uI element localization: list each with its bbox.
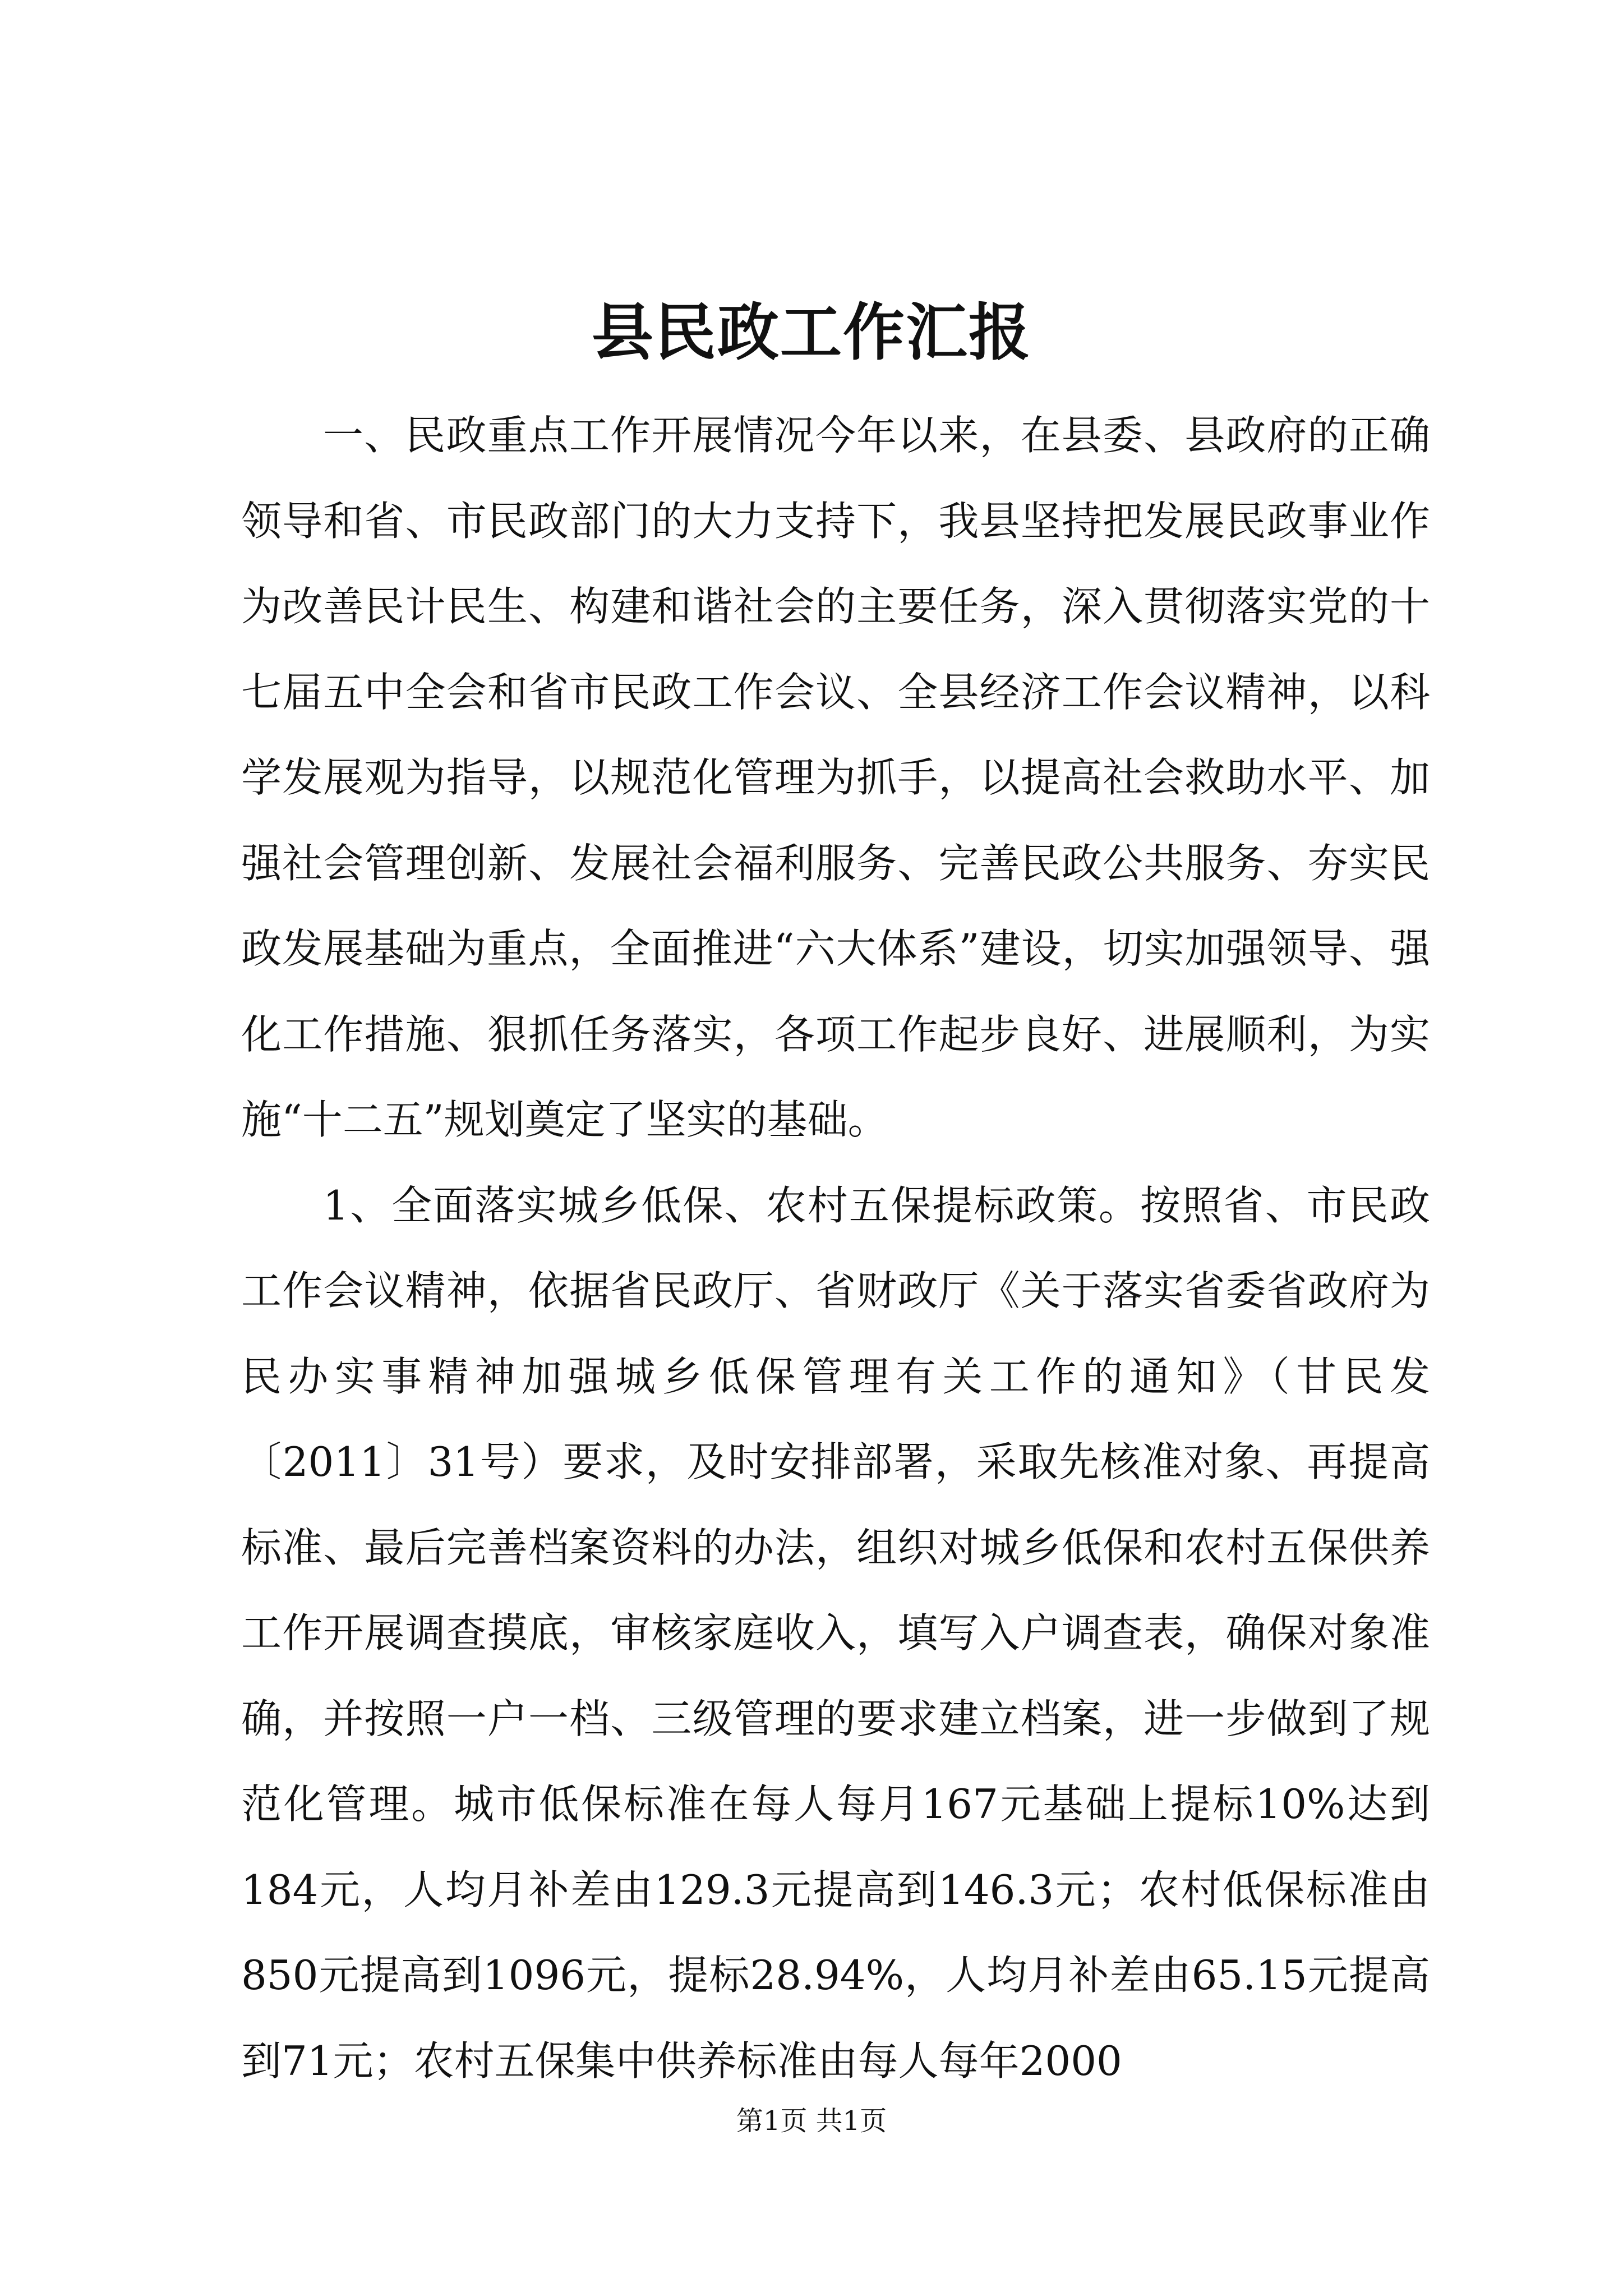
paragraph-item-1: 1、全面落实城乡低保、农村五保提标政策。按照省、市民政工作会议精神，依据省民政厅、省财政厅《关于落实省委省政府为民办实事精神加强城乡低保管理有关工作的通知》（甘民发〔2011〕31号）要求，及时安排部署，采取先核准对象、再提高标准、最后完善档案资料的办法，组织对城乡低保和农村五保供养工作开展调查摸底，审核家庭收入，填写入户调查表，确保对象准确，并按照一户一档、三级管理的要求建立档案，进一步做到了规范化管理。城市低保标准在每人每月167元基础上提标10%达到184元，人均月补差由129.3元提高到146.3元；农村低保标准由850元提高到1096元，提标28.94%，人均月补差由65.15元提高到71元；农村五保集中供养标准由每人每年2000 xyxy=(241,1181,1430,2085)
document-title: 县民政工作汇报 xyxy=(592,296,1031,369)
page-footer: 第1页 共1页 xyxy=(736,2105,887,2137)
paragraph-overview: 一、民政重点工作开展情况今年以来，在县委、县政府的正确领导和省、市民政部门的大力支持下，我县坚持把发展民政事业作为改善民计民生、构建和谐社会的主要任务，深入贯彻落实党的十七届五中全会和省市民政工作会议、全县经济工作会议精神，以科学发展观为指导，以规范化管理为抓手，以提高社会救助水平、加强社会管理创新、发展社会福利服务、完善民政公共服务、夯实民政发展基础为重点，全面推进“六大体系”建设，切实加强领导、强化工作措施、狠抓任务落实，各项工作起步良好、进展顺利，为实施“十二五”规划奠定了坚实的基础。 xyxy=(241,412,1430,1143)
document-body xyxy=(241,393,1430,2104)
